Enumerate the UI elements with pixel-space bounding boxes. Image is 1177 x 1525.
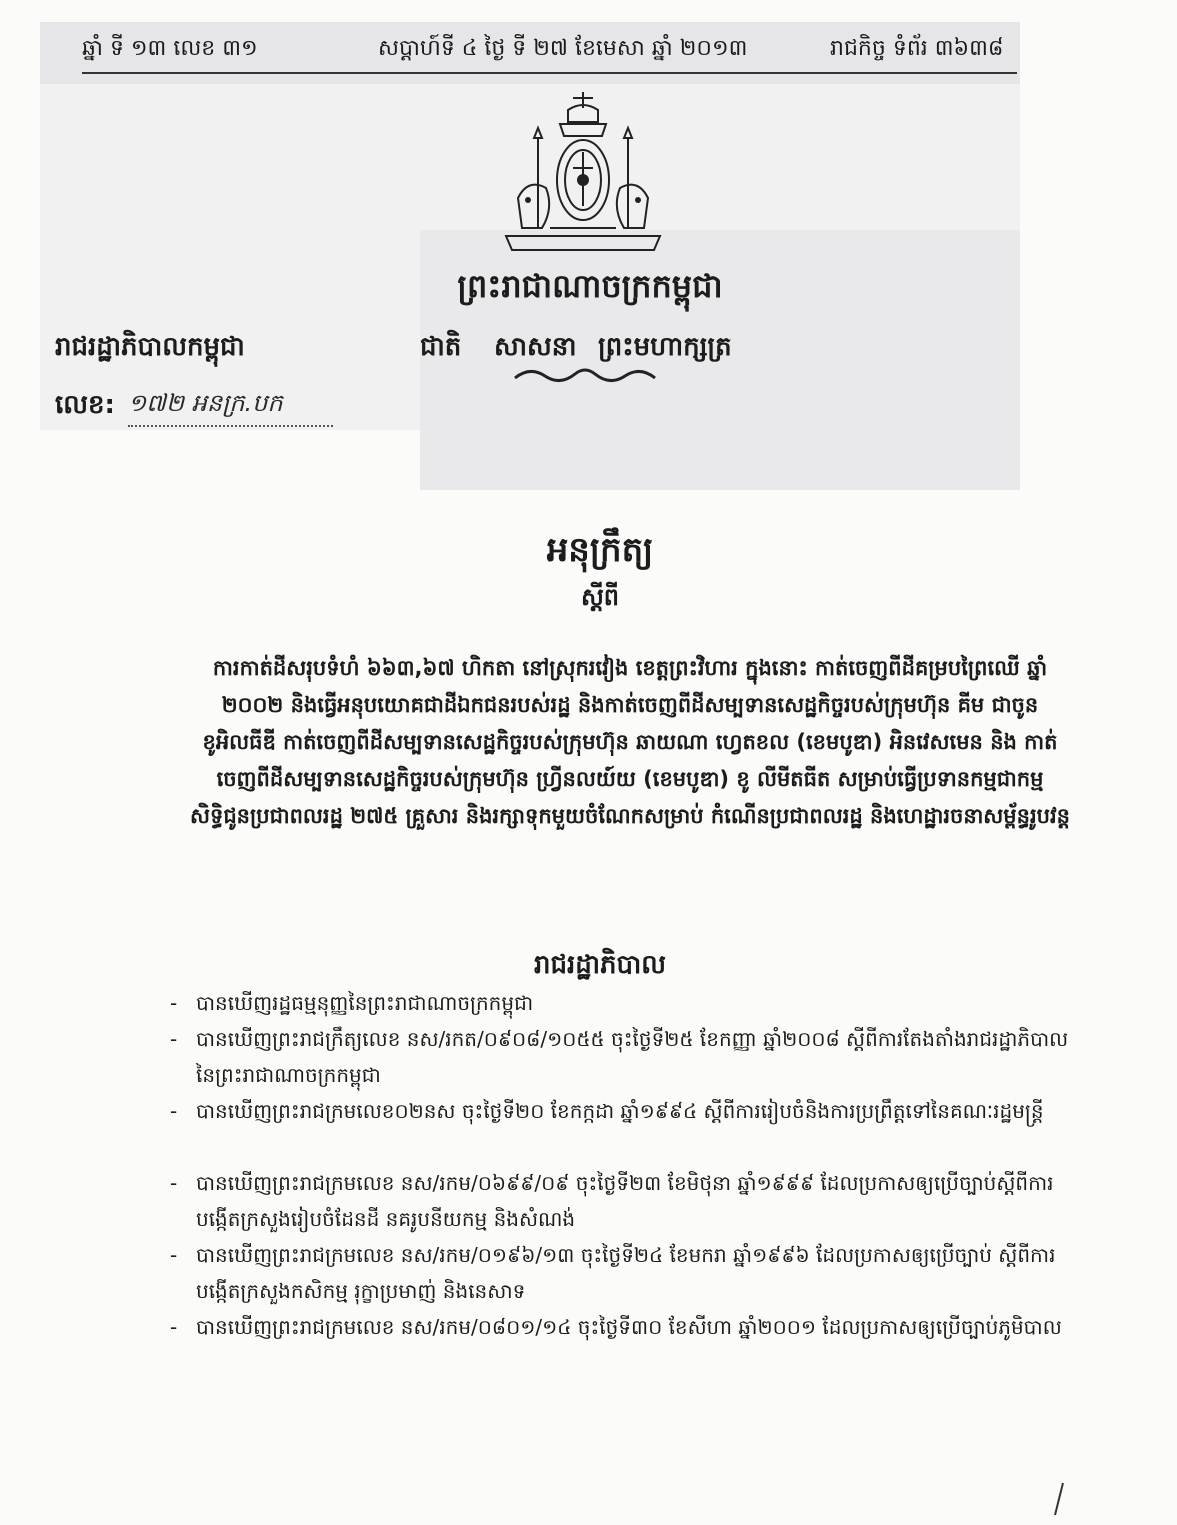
issuing-government: រាជរដ្ឋាភិបាលកម្ពុជា	[55, 332, 245, 362]
preamble-clause: - បានឃើញរដ្ឋធម្មនុញ្ញនៃព្រះរាជាណាចក្រកម្ពុជា	[170, 991, 534, 1015]
document-on: ស្តីពី	[580, 583, 620, 611]
document-type: អនុក្រឹត្យ	[546, 530, 654, 570]
clause-text: បានឃើញព្រះរាជក្រមលេខ នស/រកម/០៨០១/១៤ ចុះថ្ងៃទី៣០ ខែសីហា ឆ្នាំ២០០១ ដែលប្រកាសឲ្យប្រើច្បាប់ភូមិបាល	[196, 1315, 1062, 1339]
decree-subject: ការកាត់ដីសរុបទំហំ ៦៦៣,៦៧ ហិកតា នៅស្រុករវៀង ខេត្តព្រះវិហារ ក្នុងនោះ កាត់ចេញពីដីគម្របព្រៃឈើ ឆ្នាំ ២០០២ និងធ្វើអនុបយោគជាដីឯកជនរបស់រដ្ឋ និងកាត់ចេញពីដីសម្បទានសេដ្ឋកិច្ចរបស់ក្រុមហ៊ុន គីម ជាចូន ខូអិលធីឌី កាត់ចេញពីដីសម្បទានសេដ្ឋកិច្ចរបស់ក្រុមហ៊ុន ឆាយណា ហ្វេតខល (ខេមបូឌា) អិនវេសមេន និង កាត់ចេញពីដីសម្បទានសេដ្ឋកិច្ចរបស់ក្រុមហ៊ុន ហ្វ្រីនលយ៍យ (ខេមបូឌា) ខូ លីមីតធីត សម្រាប់ធ្វើប្រទានកម្មជាកម្មសិទ្ធិជូនប្រជាពលរដ្ឋ ២៧៥ គ្រួសារ និងរក្សាទុកមួយចំណែកសម្រាប់ កំណើនប្រជាពលរដ្ឋ និងហេដ្ឋារចនាសម្ព័ន្ធរូបវន្ត	[190, 656, 1070, 828]
gazette-page-number: រាជកិច្ច ទំព័រ ៣៦៣៨	[830, 36, 1004, 61]
reference-label: លេខ:	[55, 390, 115, 420]
preamble-clauses	[170, 985, 1070, 1381]
preamble-clause: - បានឃើញព្រះរាជក្រមលេខ០២នស ចុះថ្ងៃទី២០ ខែកក្កដា ឆ្នាំ១៩៩៤ ស្តីពីការរៀបចំនិងការប្រព្រឹត្តទៅនៃគណៈរដ្ឋមន្ត្រី	[170, 1099, 1044, 1123]
preamble-clause: - បានឃើញព្រះរាជក្រមលេខ នស/រកម/០១៩៦/១៣ ចុះថ្ងៃទី២៤ ខែមករា ឆ្នាំ១៩៩៦ ដែលប្រកាសឲ្យប្រើច្បាប់ ស្តីពីការបង្កើតក្រសួងកសិកម្ម រុក្ខាប្រមាញ់ និងនេសាទ	[170, 1243, 1056, 1303]
clause-text: បានឃើញរដ្ឋធម្មនុញ្ញនៃព្រះរាជាណាចក្រកម្ពុជា	[196, 991, 534, 1015]
clause-text: បានឃើញព្រះរាជក្រមលេខ នស/រកម/០១៩៦/១៣ ចុះថ្ងៃទី២៤ ខែមករា ឆ្នាំ១៩៩៦ ដែលប្រកាសឲ្យប្រើច្បាប់ ស្តីពីការបង្កើតក្រសួងកសិកម្ម រុក្ខាប្រមាញ់ និងនេសាទ	[196, 1243, 1056, 1303]
clause-text: បានឃើញព្រះរាជក្រមលេខ នស/រកម/០៦៩៩/០៩ ចុះថ្ងៃទី២៣ ខែមិថុនា ឆ្នាំ១៩៩៩ ដែលប្រកាសឲ្យប្រើច្បាប់ស្តីពីការបង្កើតក្រសួងរៀបចំដែនដី នគរូបនីយកម្ម និងសំណង់	[196, 1171, 1054, 1231]
clause-text: បានឃើញព្រះរាជក្រមលេខ០២នស ចុះថ្ងៃទី២០ ខែកក្កដា ឆ្នាំ១៩៩៤ ស្តីពីការរៀបចំនិងការប្រព្រឹត្តទៅនៃគណៈរដ្ឋមន្ត្រី	[196, 1099, 1044, 1123]
gazette-issue: ឆ្នាំ ទី ១៣ លេខ ៣១	[82, 36, 258, 61]
clause-text: បានឃើញព្រះរាជក្រឹត្យលេខ នស/រកត/០៩០៨/១០៥៥ ចុះថ្ងៃទី២៥ ខែកញ្ញា ឆ្នាំ២០០៨ ស្តីពីការតែងតាំងរាជរដ្ឋាភិបាលនៃព្រះរាជាណាចក្រកម្ពុជា	[196, 1027, 1069, 1087]
header-rule	[82, 72, 1017, 74]
pen-stroke-mark	[1053, 1481, 1065, 1517]
preamble-clause: - បានឃើញព្រះរាជក្រមលេខ នស/រកម/០៦៩៩/០៩ ចុះថ្ងៃទី២៣ ខែមិថុនា ឆ្នាំ១៩៩៩ ដែលប្រកាសឲ្យប្រើច្បាប់ស្តីពីការបង្កើតក្រសួងរៀបចំដែនដី នគរូបនីយកម្ម និងសំណង់	[170, 1171, 1054, 1231]
gazette-date: សប្តាហ៍ទី ៤ ថ្ងៃ ទី ២៧ ខែមេសា ឆ្នាំ ២០១៣	[378, 36, 748, 61]
royal-coat-of-arms-icon	[498, 88, 668, 264]
scan-blank-patch	[40, 430, 420, 490]
reference-number-handwritten: ១៧២ អនក្រ.បក	[128, 388, 333, 427]
decorative-divider-icon	[510, 364, 660, 386]
motto-religion: សាសនា	[494, 332, 577, 362]
kingdom-title: ព្រះរាជាណាចក្រកម្ពុជា	[457, 267, 723, 305]
preamble-clause: - បានឃើញព្រះរាជក្រមលេខ នស/រកម/០៨០១/១៤ ចុះថ្ងៃទី៣០ ខែសីហា ឆ្នាំ២០០១ ដែលប្រកាសឲ្យប្រើច្បាប់ភូមិបាល	[170, 1315, 1062, 1339]
motto-king: ព្រះមហាក្សត្រ	[598, 332, 732, 362]
motto-nation: ជាតិ	[420, 332, 462, 362]
preamble-clause: - បានឃើញព្រះរាជក្រឹត្យលេខ នស/រកត/០៩០៨/១០៥៥ ចុះថ្ងៃទី២៥ ខែកញ្ញា ឆ្នាំ២០០៨ ស្តីពីការតែងតាំងរាជរដ្ឋាភិបាលនៃព្រះរាជាណាចក្រកម្ពុជា	[170, 1027, 1069, 1087]
government-heading: រាជរដ្ឋាភិបាល	[533, 950, 667, 980]
